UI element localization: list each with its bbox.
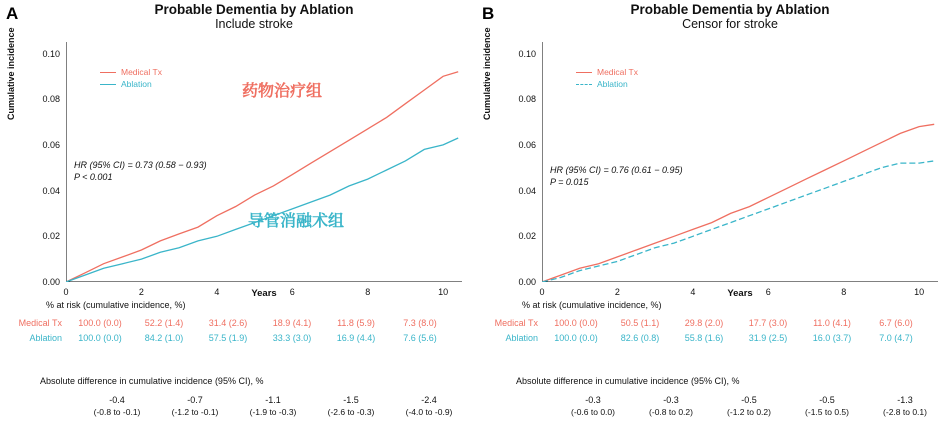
panel-b-diff-table	[554, 394, 944, 418]
panel-b-titles	[516, 2, 944, 32]
panel-a-ytick-2: 0.04	[42, 185, 60, 196]
panel-b-risk-0-5: 6.7 (6.0)	[879, 318, 913, 328]
legend-line-icon	[576, 72, 592, 73]
panel-a-diff-val-2: -1.1	[265, 395, 281, 405]
legend-line-icon	[100, 84, 116, 85]
panel-a-titles	[40, 2, 468, 32]
panel-b-risk-row-label-0: Medical Tx	[494, 318, 538, 328]
panel-b-legend	[576, 66, 638, 90]
panel-a-diff-ci-4: (-4.0 to -0.9)	[405, 407, 453, 417]
panel-a-xtick-2: 4	[214, 287, 220, 297]
panel-b-xtick-0: 0	[539, 287, 545, 297]
table-row	[78, 394, 468, 406]
panel-a-ytick-5: 0.10	[42, 48, 60, 59]
panel-a-y-axis-label: Cumulative incidence	[6, 27, 16, 120]
panel-b-xtick-5: 10	[914, 287, 925, 297]
table-row	[0, 318, 452, 333]
panel-b-ytick-4: 0.08	[518, 94, 536, 105]
panel-b-diff-ci-3: (-1.5 to 0.5)	[805, 407, 849, 417]
panel-b-title: Probable Dementia by Ablation	[630, 2, 830, 17]
panel-b-risk-1-5: 7.0 (4.7)	[879, 333, 913, 343]
panel-a-risk-0-2: 31.4 (2.6)	[208, 318, 248, 328]
panel-b-risk-1-0: 100.0 (0.0)	[554, 333, 598, 343]
panel-b-diff-ci-0: (-0.6 to 0.0)	[571, 407, 615, 417]
panel-b	[476, 0, 952, 423]
panel-a-ytick-1: 0.02	[42, 231, 60, 242]
panel-b-xtick-1: 2	[614, 287, 620, 297]
panel-a-ytick-4: 0.08	[42, 94, 60, 105]
panel-b-diff-ci-1: (-0.8 to 0.2)	[649, 407, 693, 417]
panel-a-risk-0-3: 18.9 (4.1)	[272, 318, 312, 328]
panel-b-ytick-0: 0.00	[518, 277, 536, 287]
legend-line-icon	[576, 84, 592, 85]
panel-b-diff-title: Absolute difference in cumulative incidence (95% CI), %	[516, 376, 740, 386]
panel-a-diff-title: Absolute difference in cumulative incidence (95% CI), %	[40, 376, 264, 386]
panel-b-risk-0-3: 17.7 (3.0)	[748, 318, 788, 328]
panel-b-y-axis-label: Cumulative incidence	[482, 27, 492, 120]
panel-a-diff-val-3: -1.5	[343, 395, 359, 405]
panel-b-risk-0-0: 100.0 (0.0)	[554, 318, 598, 328]
panel-a-risk-1-0: 100.0 (0.0)	[78, 333, 122, 343]
panel-b-diff-val-1: -0.3	[663, 395, 679, 405]
panel-a-risk-1-4: 16.9 (4.4)	[336, 333, 376, 343]
panel-a-p-text: P < 0.001	[74, 172, 113, 182]
panel-a-annotation-medical: 药物治疗组	[242, 83, 323, 100]
panel-b-diff-ci-4: (-2.8 to 0.1)	[883, 407, 927, 417]
panel-a-legend	[100, 66, 162, 90]
panel-b-risk-1-3: 31.9 (2.5)	[748, 333, 788, 343]
panel-a-ytick-3: 0.06	[42, 139, 60, 150]
panel-a-diff-val-1: -0.7	[187, 395, 203, 405]
panel-b-ytick-3: 0.06	[518, 139, 536, 150]
panel-a-risk-1-5: 7.6 (5.6)	[403, 333, 437, 343]
panel-b-x-axis-label: Years	[727, 288, 753, 299]
panel-a-legend-item-1	[100, 78, 162, 90]
panel-a-xtick-4: 8	[365, 287, 371, 297]
panel-b-risk-table	[476, 318, 928, 348]
panel-b-diff-val-4: -1.3	[897, 395, 913, 405]
panel-a-risk-0-0: 100.0 (0.0)	[78, 318, 122, 328]
panel-b-hr-text: HR (95% CI) = 0.76 (0.61 − 0.95)	[550, 165, 683, 175]
panel-b-xtick-2: 4	[690, 287, 696, 297]
panel-b-ytick-5: 0.10	[518, 48, 536, 59]
panel-a-risk-1-3: 33.3 (3.0)	[272, 333, 312, 343]
panel-b-legend-item-0	[576, 66, 638, 78]
panel-a-hr-text: HR (95% CI) = 0.73 (0.58 − 0.93)	[74, 160, 207, 170]
panel-a-risk-row-label-1: Ablation	[29, 333, 62, 343]
panel-a-diff-ci-0: (-0.8 to -0.1)	[93, 407, 141, 417]
panel-b-legend-item-1	[576, 78, 638, 90]
panel-a-risk-0-4: 11.8 (5.9)	[337, 318, 375, 328]
panel-b-risk-1-4: 16.0 (3.7)	[812, 333, 852, 343]
panel-b-risk-title: % at risk (cumulative incidence, %)	[522, 300, 662, 310]
panel-a-xtick-5: 10	[438, 287, 449, 297]
panel-a-risk-table	[0, 318, 452, 348]
table-row	[476, 318, 928, 333]
panel-b-risk-0-1: 50.5 (1.1)	[620, 318, 660, 328]
panel-a-risk-0-1: 52.2 (1.4)	[144, 318, 184, 328]
panel-a-diff-val-4: -2.4	[421, 395, 437, 405]
panel-b-xtick-3: 6	[765, 287, 771, 297]
panel-a-risk-row-label-0: Medical Tx	[18, 318, 62, 328]
panel-b-diff-val-3: -0.5	[819, 395, 835, 405]
panel-b-xtick-4: 8	[841, 287, 847, 297]
panel-a-letter: A	[6, 4, 19, 23]
panel-a-diff-ci-1: (-1.2 to -0.1)	[171, 407, 219, 417]
panel-a-legend-item-0	[100, 66, 162, 78]
panel-b-risk-0-2: 29.8 (2.0)	[684, 318, 724, 328]
panel-b-legend-label-1: Ablation	[597, 79, 628, 89]
panel-b-diff-ci-2: (-1.2 to 0.2)	[727, 407, 771, 417]
panel-b-subtitle: Censor for stroke	[682, 17, 778, 31]
panel-a-legend-label-1: Ablation	[121, 79, 152, 89]
panel-a-risk-0-5: 7.3 (8.0)	[403, 318, 437, 328]
panel-a-ytick-0: 0.00	[42, 277, 60, 287]
table-row	[554, 406, 944, 418]
panel-b-ytick-2: 0.04	[518, 185, 536, 196]
panel-a-risk-title: % at risk (cumulative incidence, %)	[46, 300, 186, 310]
panel-a-xtick-3: 6	[289, 287, 295, 297]
panel-a-subtitle: Include stroke	[215, 17, 293, 31]
panel-b-risk-0-4: 11.0 (4.1)	[813, 318, 851, 328]
panel-a-xtick-0: 0	[63, 287, 69, 297]
panel-a-xtick-1: 2	[138, 287, 144, 297]
panel-b-risk-1-1: 82.6 (0.8)	[620, 333, 660, 343]
panel-a-legend-label-0: Medical Tx	[121, 67, 162, 77]
panel-a-annotation-ablation: 导管消融术组	[248, 213, 345, 230]
panel-b-risk-row-label-1: Ablation	[505, 333, 538, 343]
panel-b-legend-label-0: Medical Tx	[597, 67, 638, 77]
panel-b-risk-1-2: 55.8 (1.6)	[684, 333, 724, 343]
table-row	[554, 394, 944, 406]
panel-a-risk-1-1: 84.2 (1.0)	[144, 333, 184, 343]
panel-a-x-axis-label: Years	[251, 288, 277, 299]
panel-b-p-text: P = 0.015	[550, 177, 589, 187]
table-row	[0, 333, 452, 348]
panel-a-risk-1-2: 57.5 (1.9)	[208, 333, 248, 343]
panel-a-title: Probable Dementia by Ablation	[154, 2, 354, 17]
panel-a-diff-val-0: -0.4	[109, 395, 125, 405]
legend-line-icon	[100, 72, 116, 73]
panel-b-diff-val-0: -0.3	[585, 395, 601, 405]
panel-a-diff-ci-3: (-2.6 to -0.3)	[327, 407, 375, 417]
panel-a-diff-table	[78, 394, 468, 418]
panel-b-diff-val-2: -0.5	[741, 395, 757, 405]
panel-a-diff-ci-2: (-1.9 to -0.3)	[249, 407, 297, 417]
panel-b-letter: B	[482, 4, 495, 23]
table-row	[476, 333, 928, 348]
table-row	[78, 406, 468, 418]
panel-b-ytick-1: 0.02	[518, 231, 536, 242]
